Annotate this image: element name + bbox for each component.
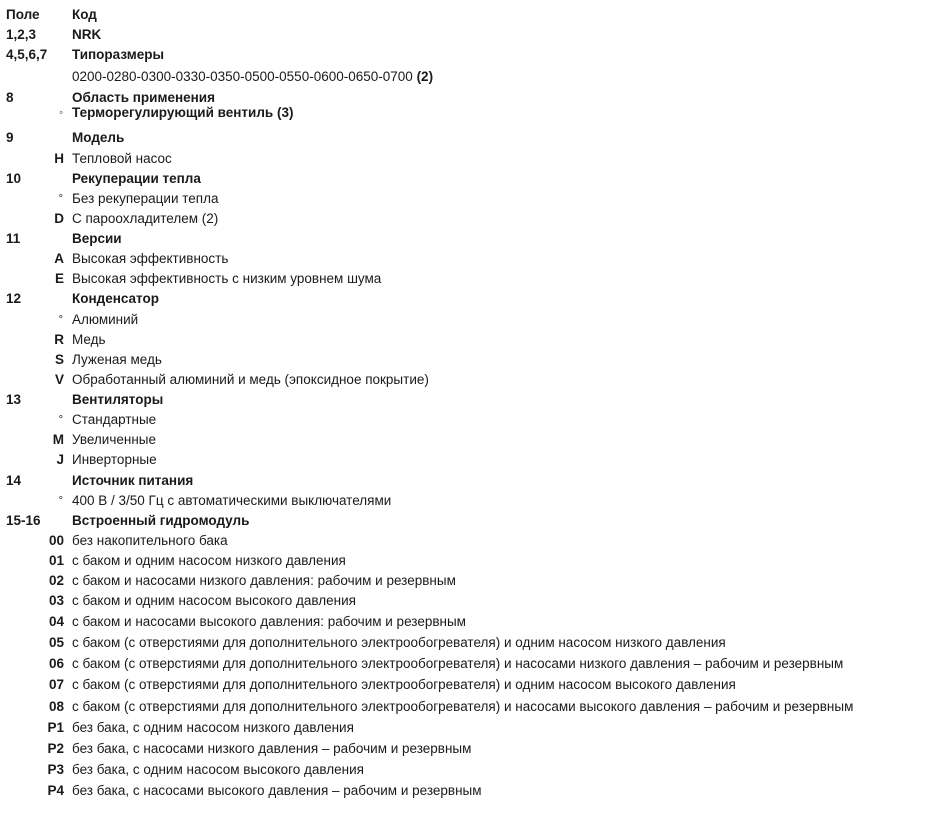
option-code: E (54, 271, 64, 286)
option-code: V (54, 372, 64, 387)
option-label: Стандартные (72, 412, 157, 427)
option-label: 400 В / 3/50 Гц с автоматическими выключателями (72, 493, 392, 508)
field-title: Модель (72, 130, 125, 145)
field-number: 13 (6, 392, 22, 407)
field-title: Источник питания (72, 473, 194, 488)
option-row (0, 718, 930, 738)
header-field-label: Поле (6, 7, 40, 22)
option-row (0, 760, 930, 780)
size-list (72, 67, 433, 87)
field-title: Рекуперации тепла (72, 171, 201, 186)
option-code: P3 (47, 762, 64, 777)
field-row (0, 128, 930, 148)
option-row (0, 571, 930, 591)
option-code: 01 (48, 553, 64, 568)
option-label: без бака, с одним насосом высокого давления (72, 762, 364, 777)
option-label: с баком и насосами высокого давления: рабочим и резервным (72, 614, 466, 629)
option-label: Медь (72, 332, 106, 347)
option-label: с баком и одним насосом низкого давления (72, 553, 346, 568)
default-marker: ° (58, 495, 63, 507)
option-code: J (56, 452, 64, 467)
option-label: с баком (с отверстиями для дополнительного электрообогревателя) и насосами высокого давления – рабочим и резервным (72, 699, 854, 714)
option-row (0, 189, 930, 209)
option-row (0, 249, 930, 269)
option-label: Без рекуперации тепла (72, 191, 219, 206)
option-row (0, 675, 930, 695)
option-label: С пароохладителем (2) (72, 211, 219, 226)
option-label: без бака, с насосами высокого давления – рабочим и резервным (72, 783, 482, 798)
option-row (0, 430, 930, 450)
option-code: D (54, 211, 64, 226)
default-marker: ◦ (59, 107, 63, 119)
field-number: 10 (6, 171, 22, 186)
size-codes: 0200-0280-0300-0330-0350-0500-0550-0600-0650-0700 (72, 69, 413, 84)
option-row (0, 330, 930, 350)
option-label: Инверторные (72, 452, 157, 467)
field-title: Вентиляторы (72, 392, 164, 407)
option-code: 04 (48, 614, 64, 629)
option-label: с баком (с отверстиями для дополнительного электрообогревателя) и одним насосом низкого давления (72, 635, 726, 650)
field-title: Конденсатор (72, 291, 159, 306)
field-row (0, 45, 930, 65)
field-row (0, 390, 930, 410)
option-row (0, 103, 930, 123)
option-row (0, 269, 930, 289)
field-title: NRK (72, 27, 102, 42)
field-number: 11 (6, 231, 21, 246)
field-number: 8 (6, 90, 14, 105)
field-number: 12 (6, 291, 22, 306)
field-number: 15-16 (6, 513, 41, 528)
option-row (0, 67, 930, 87)
option-row (0, 739, 930, 759)
option-label: с баком и одним насосом высокого давления (72, 593, 356, 608)
header-row (0, 5, 930, 25)
field-row (0, 25, 930, 45)
option-code: P2 (47, 741, 64, 756)
option-code: 06 (48, 656, 64, 671)
footnote-ref: (2) (416, 69, 434, 84)
field-title: Встроенный гидромодуль (72, 513, 250, 528)
option-code: S (54, 352, 64, 367)
field-row (0, 289, 930, 309)
option-code: P4 (47, 783, 64, 798)
option-label: без накопительного бака (72, 533, 228, 548)
option-label: Алюминий (72, 312, 139, 327)
field-row (0, 471, 930, 491)
option-label: без бака, с насосами низкого давления – рабочим и резервным (72, 741, 472, 756)
option-code: 05 (48, 635, 64, 650)
default-marker: ° (58, 314, 63, 326)
option-label: Высокая эффективность с низким уровнем шума (72, 271, 382, 286)
option-label: Обработанный алюминий и медь (эпоксидное покрытие) (72, 372, 429, 387)
option-code: 00 (48, 533, 64, 548)
option-row (0, 410, 930, 430)
field-row (0, 511, 930, 531)
option-row (0, 350, 930, 370)
option-row (0, 149, 930, 169)
option-code: 02 (48, 573, 64, 588)
field-number: 9 (6, 130, 14, 145)
option-label: Тепловой насос (72, 151, 172, 166)
option-row (0, 591, 930, 611)
option-row (0, 531, 930, 551)
option-row (0, 633, 930, 653)
option-label: с баком и насосами низкого давления: рабочим и резервным (72, 573, 456, 588)
option-row (0, 551, 930, 571)
option-row (0, 209, 930, 229)
option-row (0, 612, 930, 632)
field-title: Версии (72, 231, 122, 246)
field-number: 1,2,3 (6, 27, 37, 42)
option-code: M (52, 432, 64, 447)
option-code: 08 (48, 699, 64, 714)
option-label: без бака, с одним насосом низкого давления (72, 720, 354, 735)
option-row (0, 697, 930, 717)
option-label: Высокая эффективность (72, 251, 229, 266)
option-row (0, 491, 930, 511)
option-code: R (54, 332, 64, 347)
option-label: с баком (с отверстиями для дополнительного электрообогревателя) и одним насосом высокого давления (72, 677, 736, 692)
option-label: с баком (с отверстиями для дополнительного электрообогревателя) и насосами низкого давления – рабочим и резервным (72, 656, 844, 671)
default-marker: ° (58, 414, 63, 426)
option-row (0, 450, 930, 470)
field-row (0, 229, 930, 249)
field-title: Область применения (72, 90, 215, 105)
option-row (0, 310, 930, 330)
default-marker: ° (58, 193, 63, 205)
option-label: Терморегулирующий вентиль (3) (72, 105, 294, 120)
field-row (0, 169, 930, 189)
option-code: P1 (47, 720, 64, 735)
option-code: 03 (48, 593, 64, 608)
field-number: 14 (6, 473, 22, 488)
option-code: H (54, 151, 64, 166)
option-row (0, 654, 930, 674)
option-row (0, 370, 930, 390)
field-title: Типоразмеры (72, 47, 164, 62)
option-code: 07 (48, 677, 64, 692)
option-row (0, 781, 930, 801)
field-number: 4,5,6,7 (6, 47, 48, 62)
option-code: A (54, 251, 64, 266)
header-code-label: Код (72, 7, 97, 22)
option-label: Увеличенные (72, 432, 156, 447)
option-label: Луженая медь (72, 352, 162, 367)
